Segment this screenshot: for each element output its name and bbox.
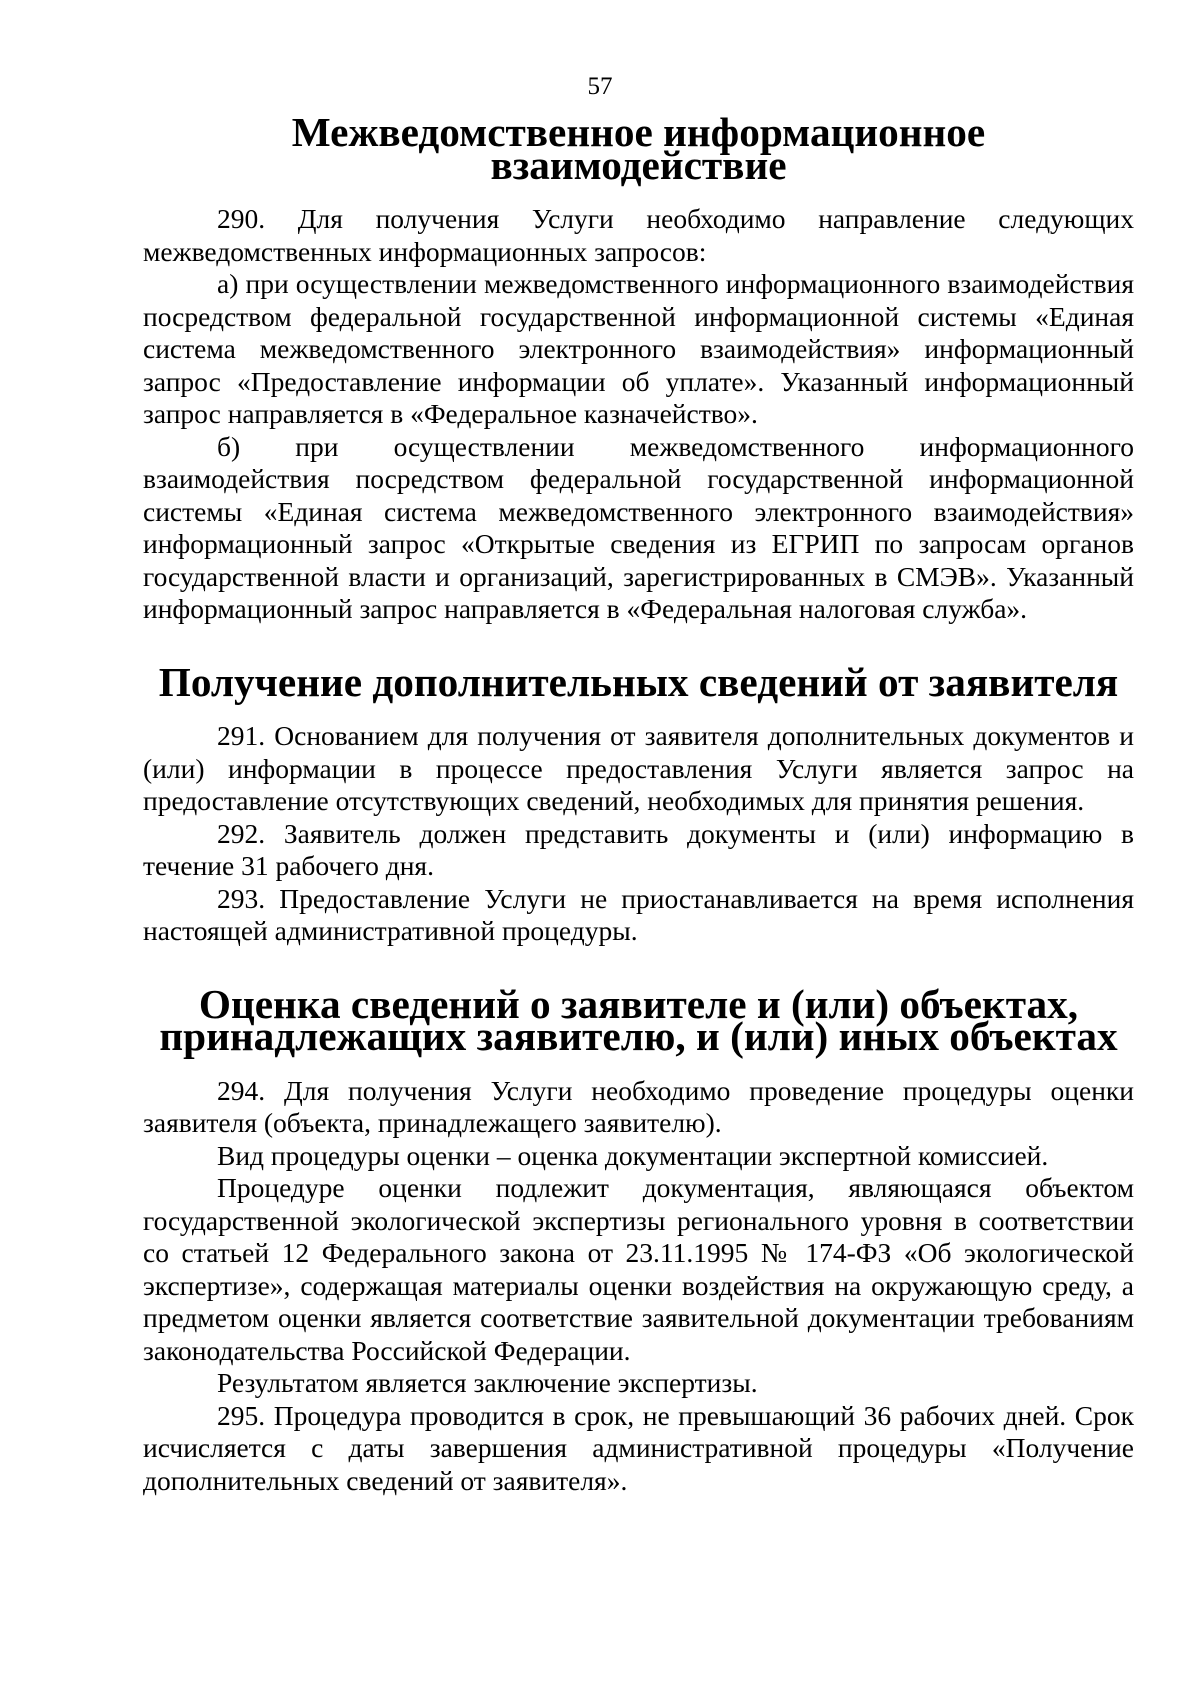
paragraph-assessment-result: Результатом является заключение экспертизы.	[217, 1367, 758, 1398]
paragraph-293: 293. Предоставление Услуги не приостанавливается на время исполнения настоящей административной процедуры.	[143, 882, 1134, 946]
paragraph-290-a: а) при осуществлении межведомственного информационного взаимодействия посредством федеральной государственной информационной системы «Единая система межведомственного электронного взаимодействия» информационный запрос «Предоставление информации об уплате». Указанный информационный запрос направляется в «Федеральное казначейство».	[143, 268, 1134, 429]
paragraph-290: 290. Для получения Услуги необходимо направление следующих межведомственных информационных запросов:	[143, 203, 1134, 267]
paragraph-295: 295. Процедура проводится в срок, не превышающий 36 рабочих дней. Срок исчисляется с даты завершения административной процедуры «Получение дополнительных сведений от заявителя».	[143, 1399, 1134, 1496]
document-body	[143, 109, 1134, 1497]
page-number: 57	[587, 73, 613, 100]
paragraph-294: 294. Для получения Услуги необходимо проведение процедуры оценки заявителя (объекта, принадлежащего заявителю).	[143, 1074, 1134, 1138]
section-heading-interagency: Межведомственное информационное взаимодействие	[291, 109, 986, 188]
paragraph-assessment-type: Вид процедуры оценки – оценка документации экспертной комиссией.	[217, 1139, 1049, 1171]
paragraph-291: 291. Основанием для получения от заявителя дополнительных документов и (или) информации в процессе предоставления Услуги является запрос на предоставление отсутствующих сведений, необходимых для принятия решения.	[143, 720, 1134, 816]
paragraph-290-b: б) при осуществлении межведомственного информационного взаимодействия посредством федеральной государственной информационной системы «Единая система межведомственного электронного взаимодействия» информационный запрос «Открытые сведения из ЕГРИП по запросам органов государственной власти и организаций, зарегистрированных в СМЭВ». Указанный информационный запрос направляется в «Федеральная налоговая служба».	[143, 430, 1134, 624]
section-heading-additional-info: Получение дополнительных сведений от заявителя	[158, 658, 1119, 705]
paragraph-292: 292. Заявитель должен представить документы и (или) информацию в течение 31 рабочего дня.	[143, 817, 1134, 881]
section-heading-assessment: Оценка сведений о заявителе и (или) объектах, принадлежащих заявителю, и (или) иных объектах	[159, 980, 1118, 1059]
paragraph-assessment-subject: Процедуре оценки подлежит документация, являющаяся объектом государственной экологической экспертизы регионального уровня в соответствии со статьей 12 Федерального закона от 23.11.1995 № 174-ФЗ «Об экологической экспертизе», содержащая материалы оценки воздействия на окружающую среду, а предметом оценки является соответствие заявительной документации требованиям законодательства Российской Федерации.	[143, 1172, 1134, 1366]
